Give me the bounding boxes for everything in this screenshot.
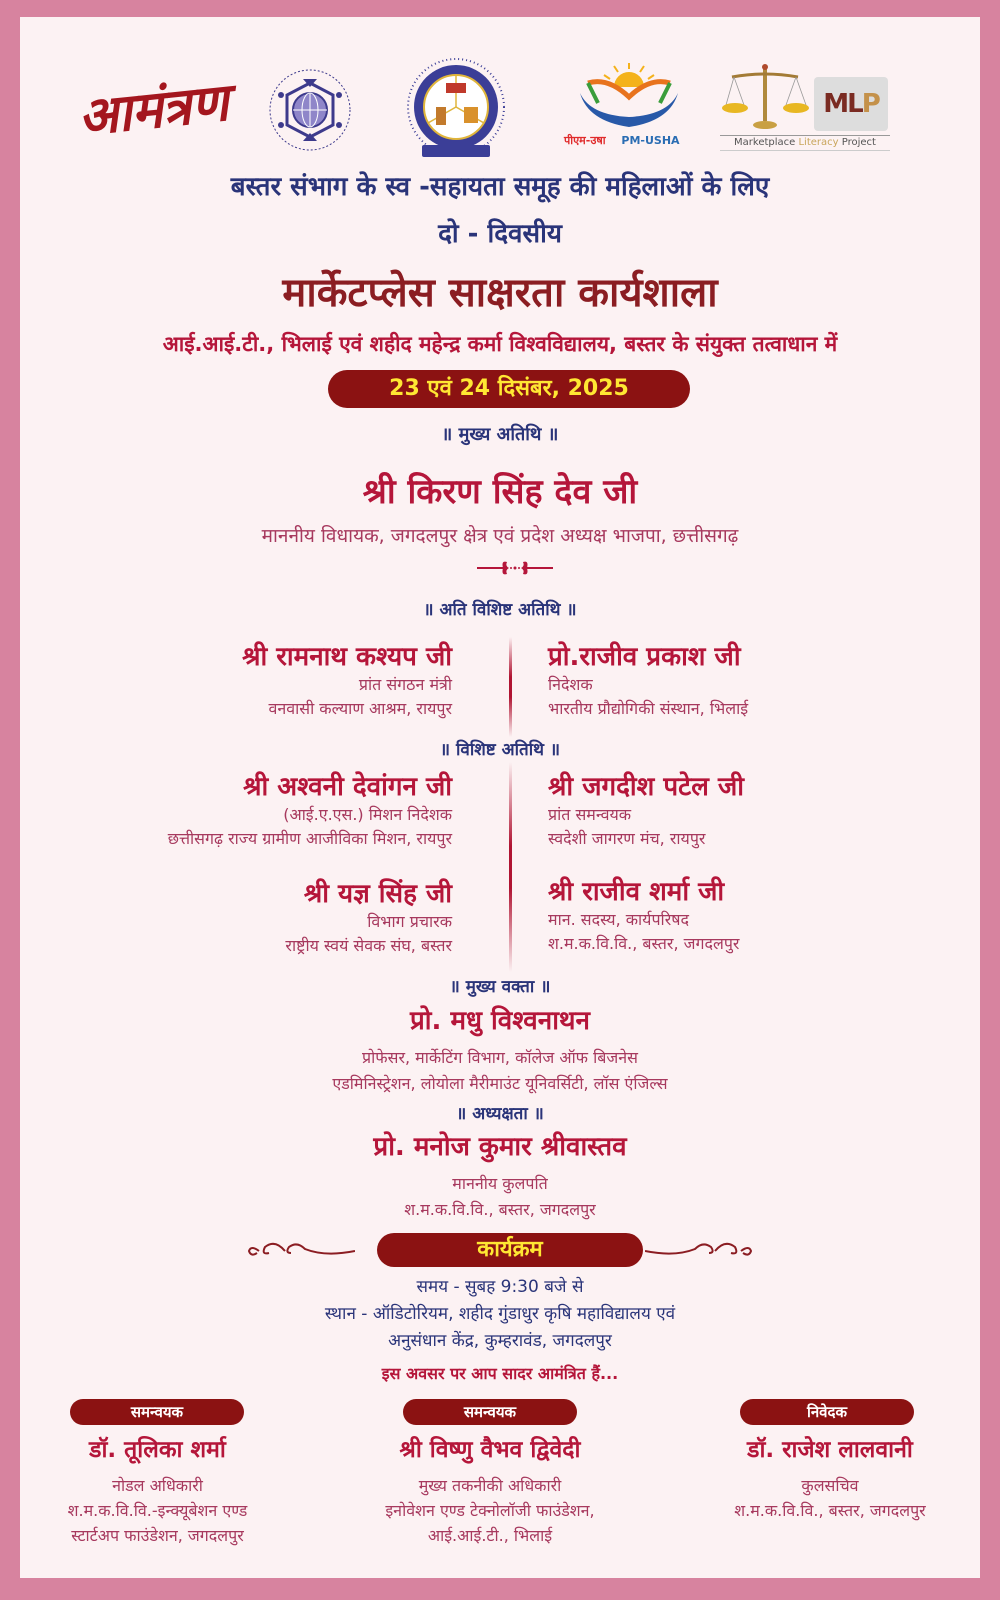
distinguished-guest-1 bbox=[168, 767, 452, 851]
keynote-designation-line-2: एडमिनिस्ट्रेशन, लोयोला मैरीमाउंट यूनिवर्सिटी, लॉस एंजिल्स bbox=[332, 1074, 668, 1093]
keynote-speaker-name: प्रो. मधु विश्वनाथन bbox=[410, 1006, 590, 1036]
requester-name: डॉ. राजेश लालवानी bbox=[747, 1437, 913, 1463]
guest-organization: श.म.क.वि.वि., बस्तर, जगदलपुर bbox=[548, 934, 740, 953]
distinguished-guest-4 bbox=[548, 872, 739, 956]
university-logo bbox=[402, 55, 510, 163]
guest-designation: (आई.ए.एस.) मिशन निदेशक bbox=[283, 805, 452, 824]
guest-organization: भारतीय प्रौद्योगिकी संस्थान, भिलाई bbox=[548, 699, 749, 718]
left-scroll-ornament-icon bbox=[245, 1235, 355, 1265]
guest-organization: छत्तीसगढ़ राज्य ग्रामीण आजीविका मिशन, रायपुर bbox=[167, 829, 452, 848]
mlp-mark: MLP bbox=[814, 77, 888, 131]
pm-usha-english-text: PM-USHA bbox=[621, 134, 680, 147]
iit-bhilai-logo bbox=[265, 65, 355, 155]
guest-designation: प्रांत समन्वयक bbox=[548, 805, 632, 824]
guest-name: श्री राजीव शर्मा जी bbox=[548, 877, 725, 907]
right-scroll-ornament-icon bbox=[645, 1235, 755, 1265]
coordinator-1 bbox=[30, 1433, 285, 1548]
guest-designation: मान. सदस्य, कार्यपरिषद bbox=[548, 910, 689, 929]
pm-usha-logo bbox=[558, 63, 700, 155]
mlp-caption: Marketplace Literacy Project bbox=[720, 135, 890, 151]
organizers-line: आई.आई.टी., भिलाई एवं शहीद महेन्द्र कर्मा विश्वविद्यालय, बस्तर के संयुक्त तत्वाधान में bbox=[162, 332, 838, 356]
date-badge: 23 एवं 24 दिसंबर, 2025 bbox=[328, 370, 690, 408]
special-guest-1 bbox=[242, 637, 452, 721]
presiding-label: ॥ अध्यक्षता ॥ bbox=[456, 1104, 544, 1124]
column-divider bbox=[509, 637, 512, 737]
coordinator-2-role-badge: समन्वयक bbox=[403, 1399, 577, 1425]
guest-name: श्री जगदीश पटेल जी bbox=[548, 772, 744, 802]
requester-role-badge: निवेदक bbox=[740, 1399, 914, 1425]
pm-usha-hindi-text: पीएम-उषा bbox=[564, 134, 606, 147]
subtitle-line-2: दो - दिवसीय bbox=[438, 219, 562, 249]
guest-name: प्रो.राजीव प्रकाश जी bbox=[548, 642, 741, 672]
chief-guest-label: ॥ मुख्य अतिथि ॥ bbox=[441, 424, 559, 445]
coordinator-details: नोडल अधिकारी श.म.क.वि.वि.-इन्क्यूबेशन एण्ड स्टार्टअप फाउंडेशन, जगदलपुर bbox=[67, 1476, 248, 1545]
distinguished-guests-label: ॥ विशिष्ट अतिथि ॥ bbox=[439, 740, 561, 760]
coordinator-name: डॉ. तूलिका शर्मा bbox=[89, 1437, 226, 1463]
guest-organization: स्वदेशी जागरण मंच, रायपुर bbox=[548, 829, 706, 848]
coordinator-1-role-badge: समन्वयक bbox=[70, 1399, 244, 1425]
floral-ornament-icon bbox=[475, 558, 555, 578]
requester bbox=[700, 1433, 960, 1523]
guest-organization: राष्ट्रीय स्वयं सेवक संघ, बस्तर bbox=[285, 936, 452, 955]
presiding-name: प्रो. मनोज कुमार श्रीवास्तव bbox=[373, 1132, 627, 1162]
program-heading: कार्यक्रम bbox=[377, 1233, 643, 1267]
guest-name: श्री रामनाथ कश्यप जी bbox=[242, 642, 452, 672]
distinguished-guest-2 bbox=[548, 767, 744, 851]
guest-name: श्री यज्ञ सिंह जी bbox=[303, 879, 452, 909]
guest-name: श्री अश्वनी देवांगन जी bbox=[243, 772, 452, 802]
guest-designation: प्रांत संगठन मंत्री bbox=[358, 675, 452, 694]
presiding-designation-line-1: माननीय कुलपति bbox=[452, 1174, 548, 1193]
guest-designation: निदेशक bbox=[548, 675, 593, 694]
coordinator-details: मुख्य तकनीकी अधिकारी इनोवेशन एण्ड टेक्नोलॉजी फाउंडेशन, आई.आई.टी., भिलाई bbox=[385, 1476, 595, 1545]
scales-of-justice-icon bbox=[720, 63, 810, 133]
requester-details: कुलसचिव श.म.क.वि.वि., बस्तर, जगदलपुर bbox=[734, 1476, 926, 1520]
guest-organization: वनवासी कल्याण आश्रम, रायपुर bbox=[268, 699, 452, 718]
guest-designation: विभाग प्रचारक bbox=[367, 912, 452, 931]
page-title: मार्केटप्लेस साक्षरता कार्यशाला bbox=[282, 270, 718, 316]
chief-guest-name: श्री किरण सिंह देव जी bbox=[362, 472, 638, 512]
special-guests-label: ॥ अति विशिष्ट अतिथि ॥ bbox=[423, 600, 577, 620]
marketplace-literacy-project-logo bbox=[720, 63, 900, 155]
subtitle-line-1: बस्तर संभाग के स्व -सहायता समूह की महिलाओं के लिए bbox=[230, 172, 770, 202]
program-venue-line-2: अनुसंधान केंद्र, कुम्हरावंड, जगदलपुर bbox=[388, 1331, 612, 1351]
invitation-message: इस अवसर पर आप सादर आमंत्रित हैं... bbox=[381, 1364, 619, 1383]
program-venue-line-1: स्थान - ऑडिटोरियम, शहीद गुंडाधुर कृषि महाविद्यालय एवं bbox=[324, 1304, 676, 1324]
invitation-card bbox=[20, 17, 980, 1578]
coordinator-name: श्री विष्णु वैभव द्विवेदी bbox=[399, 1437, 581, 1463]
chief-guest-designation: माननीय विधायक, जगदलपुर क्षेत्र एवं प्रदेश अध्यक्ष भाजपा, छत्तीसगढ़ bbox=[261, 525, 739, 547]
coordinator-2 bbox=[350, 1433, 630, 1548]
column-divider bbox=[509, 762, 512, 972]
keynote-designation-line-1: प्रोफेसर, मार्केटिंग विभाग, कॉलेज ऑफ बिजनेस bbox=[362, 1048, 638, 1067]
program-time: समय - सुबह 9:30 बजे से bbox=[416, 1277, 584, 1297]
presiding-designation-line-2: श.म.क.वि.वि., बस्तर, जगदलपुर bbox=[404, 1200, 596, 1219]
special-guest-2 bbox=[548, 637, 748, 721]
distinguished-guest-3 bbox=[285, 874, 452, 958]
amantran-calligraphy-logo: आमंत्रण bbox=[75, 71, 232, 149]
keynote-label: ॥ मुख्य वक्ता ॥ bbox=[449, 977, 551, 997]
